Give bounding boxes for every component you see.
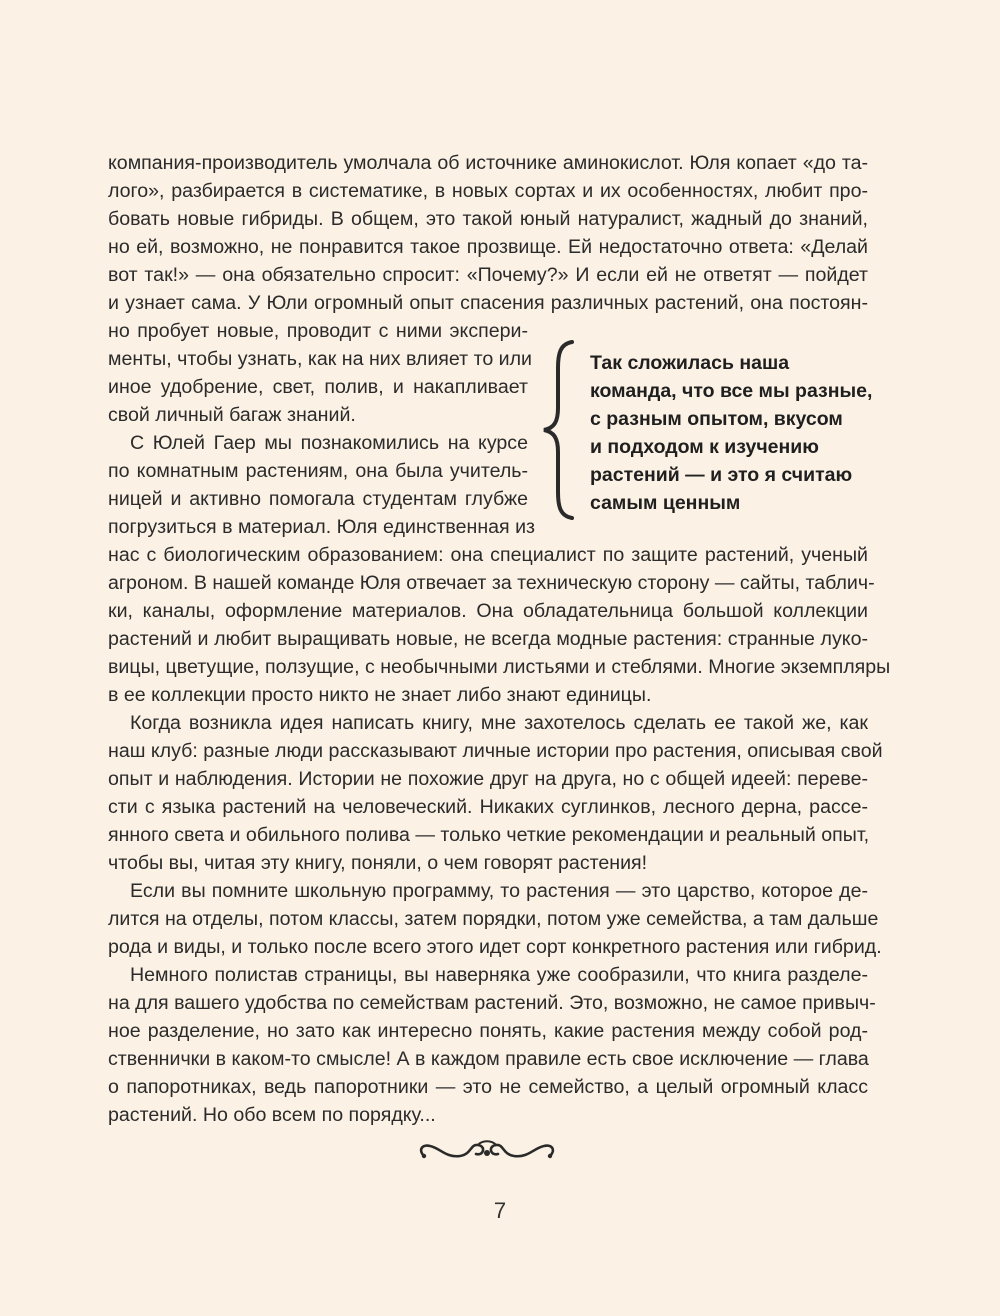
body-line: ственнички в каком-то смысле! А в каждом правиле есть свое исключение — глава bbox=[108, 1048, 869, 1070]
body-line: растений и любит выращивать новые, не всегда модные растения: странные луко- bbox=[108, 628, 868, 650]
body-line: нас с биологическим образованием: она специалист по защите растений, ученый bbox=[108, 544, 868, 566]
body-line: сти с языка растений на человеческий. Никаких суглинков, лесного дерна, рассе- bbox=[108, 796, 868, 818]
pull-quote-line: растений — и это я считаю bbox=[590, 464, 853, 486]
body-line: по комнатным растениям, она была учитель- bbox=[108, 460, 528, 482]
body-line: вицы, цветущие, ползущие, с необычными листьями и стеблями. Многие экземпляры bbox=[108, 656, 891, 678]
page-number: 7 bbox=[493, 1198, 507, 1223]
flourish-divider-icon bbox=[414, 1136, 560, 1166]
body-line: и узнает сама. У Юли огромный опыт спасения различных растений, она постоян- bbox=[108, 292, 868, 314]
body-line: ки, каналы, оформление материалов. Она обладательница большой коллекции bbox=[108, 600, 868, 622]
body-line: Немного полистав страницы, вы наверняка уже сообразили, что книга разделе- bbox=[130, 964, 868, 986]
pull-quote-line: самым ценным bbox=[590, 492, 741, 514]
body-line: на для вашего удобства по семействам растений. Это, возможно, не самое привыч- bbox=[108, 992, 876, 1014]
body-line: наш клуб: разные люди рассказывают личные истории про растения, описывая свой bbox=[108, 740, 883, 762]
pull-quote bbox=[590, 349, 890, 517]
body-line: янного света и обильного полива — только четкие рекомендации и реальный опыт, bbox=[108, 824, 870, 846]
body-line: С Юлей Гаер мы познакомились на курсе bbox=[130, 432, 528, 454]
body-line: опыт и наблюдения. Истории не похожие друг на друга, но с общей идеей: переве- bbox=[108, 768, 868, 790]
body-line: Если вы помните школьную программу, то растения — это царство, которое де- bbox=[130, 880, 868, 902]
body-line: но пробует новые, проводит с ними экспери- bbox=[108, 320, 528, 342]
body-line: свой личный багаж знаний. bbox=[108, 404, 356, 426]
curly-brace-icon bbox=[540, 338, 580, 522]
body-line: лится на отделы, потом классы, затем порядки, потом уже семейства, а там дальше bbox=[108, 908, 879, 930]
body-line: вот так!» — она обязательно спросит: «Почему?» И если ей не ответят — пойдет bbox=[108, 264, 868, 286]
pull-quote-line: команда, что все мы разные, bbox=[590, 380, 873, 402]
body-line: но ей, возможно, не понравится такое прозвище. Ей недостаточно ответа: «Делай bbox=[108, 236, 868, 258]
pull-quote-line: и подходом к изучению bbox=[590, 436, 819, 458]
body-line: агроном. В нашей команде Юля отвечает за техническую сторону — сайты, таблич- bbox=[108, 572, 875, 594]
body-line: ницей и активно помогала студентам глубже bbox=[108, 488, 528, 510]
body-line: в ее коллекции просто никто не знает либо знают единицы. bbox=[108, 684, 652, 706]
body-line: лого», разбирается в систематике, в новых сортах и их особенностях, любит про- bbox=[108, 180, 868, 202]
body-line: компания-производитель умолчала об источнике аминокислот. Юля копает «до та- bbox=[108, 152, 868, 174]
body-line: ное разделение, но зато как интересно понять, какие растения между собой род- bbox=[108, 1020, 868, 1042]
body-line: рода и виды, и только после всего этого идет сорт конкретного растения или гибрид. bbox=[108, 936, 882, 958]
pull-quote-line: с разным опытом, вкусом bbox=[590, 408, 843, 430]
body-line: растений. Но обо всем по порядку... bbox=[108, 1104, 436, 1126]
body-line: Когда возникла идея написать книгу, мне захотелось сделать ее такой же, как bbox=[130, 712, 868, 734]
body-line: погрузиться в материал. Юля единственная из bbox=[108, 516, 536, 538]
pull-quote-line: Так сложилась наша bbox=[590, 352, 790, 374]
body-line: чтобы вы, читая эту книгу, поняли, о чем говорят растения! bbox=[108, 852, 648, 874]
body-line: иное удобрение, свет, полив, и накапливает bbox=[108, 376, 528, 398]
body-line: бовать новые гибриды. В общем, это такой юный натуралист, жадный до знаний, bbox=[108, 208, 868, 230]
body-line: о папоротниках, ведь папоротники — это не семейство, а целый огромный класс bbox=[108, 1076, 868, 1098]
body-line: менты, чтобы узнать, как на них влияет то или bbox=[108, 348, 532, 370]
